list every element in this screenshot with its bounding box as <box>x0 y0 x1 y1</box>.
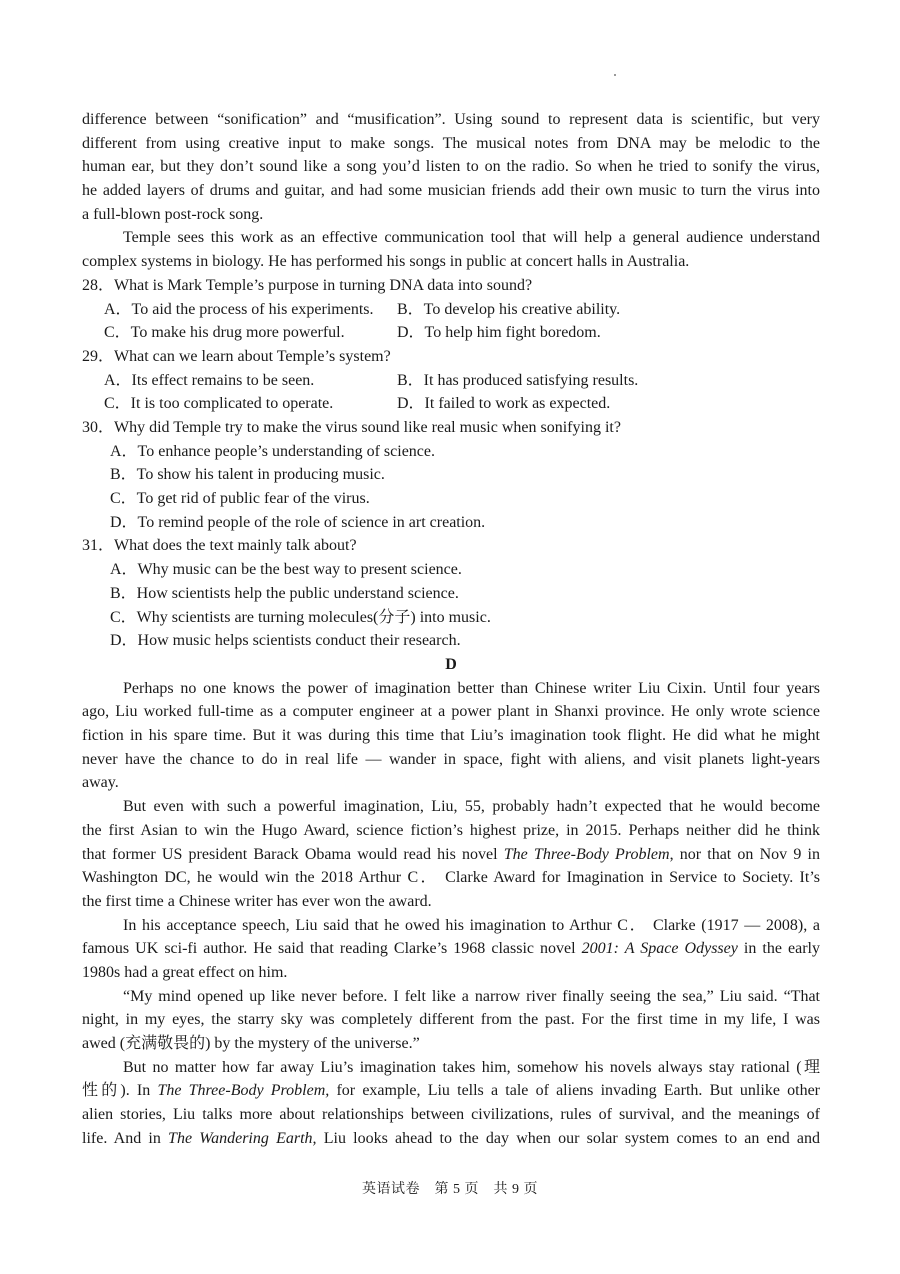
text-line: alien stories, Liu talks more about relationships between civilizations, rules of survival, and the meanings of <box>82 1106 820 1124</box>
option-b: B．To develop his creative ability. <box>397 300 621 318</box>
passage-c-paragraph-1 <box>82 108 820 226</box>
text-line: night, in my eyes, the starry sky was completely different from the past. For the first time in my life, I was <box>82 1011 820 1029</box>
text-line: the first time a Chinese writer has ever won the award. <box>82 892 432 910</box>
text-line: human ear, but they don’t sound like a song you’d listen to on the radio. So when he tried to sonify the virus, <box>82 158 820 176</box>
text-span: for example, Liu tells a tale of aliens invading Earth. But unlike other <box>329 1082 820 1100</box>
text-line: complex systems in biology. He has performed his songs in public at concert halls in Australia. <box>82 253 690 271</box>
option-row <box>82 321 820 345</box>
text-line: But no matter how far away Liu’s imagination takes him, somehow his novels always stay rational (理 <box>123 1058 820 1076</box>
option-a: A．Why music can be the best way to present science. <box>110 561 462 579</box>
text-span: that former US president Barack Obama would read his novel <box>82 845 504 863</box>
option-c: C．It is too complicated to operate. <box>104 395 334 413</box>
option-b: B．It has produced satisfying results. <box>397 371 639 389</box>
option-a: A．To aid the process of his experiments. <box>104 300 374 318</box>
book-title: The Wandering Earth, <box>168 1129 317 1147</box>
passage-d-paragraph-1 <box>82 677 820 795</box>
question-stem: 30．Why did Temple try to make the virus sound like real music when sonifying it? <box>82 418 621 436</box>
passage-d-paragraph-5 <box>82 1056 820 1151</box>
option-a: A．To enhance people’s understanding of science. <box>110 442 435 460</box>
question-30 <box>82 416 820 535</box>
text-span: Liu looks ahead to the day when our solar system comes to an end and <box>316 1129 820 1147</box>
text-line: fiction in his spare time. But it was during this time that Liu’s imagination took flight. He did what he might <box>82 727 820 745</box>
text-span: 性的). In <box>82 1082 158 1100</box>
passage-d-paragraph-2 <box>82 795 820 913</box>
question-28 <box>82 274 820 345</box>
question-31 <box>82 534 820 653</box>
option-b: B．To show his talent in producing music. <box>110 466 385 484</box>
passage-c-paragraph-2 <box>82 226 820 273</box>
text-line: different from using creative input to make songs. The musical notes from DNA may be melodic to the <box>82 134 820 152</box>
question-stem: 29．What can we learn about Temple’s system? <box>82 347 391 365</box>
book-title: 2001: A Space Odyssey <box>581 940 738 958</box>
passage-d-paragraph-4 <box>82 985 820 1056</box>
book-title: The Three-Body Problem, <box>157 1082 330 1100</box>
text-line: In his acceptance speech, Liu said that he owed his imagination to Arthur C． Clarke (1917 — 2008), a <box>123 916 820 934</box>
option-d: D．How music helps scientists conduct their research. <box>110 632 461 650</box>
question-29 <box>82 345 820 416</box>
option-c: C．To get rid of public fear of the virus. <box>110 490 370 508</box>
text-line: never have the chance to do in real life — wander in space, fight with aliens, and visit planets light-years <box>82 750 820 768</box>
text-line: the first Asian to win the Hugo Award, science fiction’s highest prize, in 2015. Perhaps neither did he think <box>82 821 820 839</box>
exam-page-body <box>82 108 820 1150</box>
question-stem: 28．What is Mark Temple’s purpose in turning DNA data into sound? <box>82 276 533 294</box>
text-span: in the early <box>737 940 820 958</box>
option-row <box>82 298 820 322</box>
scan-speck <box>614 74 616 76</box>
text-line: ago, Liu worked full-time as a computer engineer at a power plant in Shanxi province. He only wrote science <box>82 703 820 721</box>
option-c: C．Why scientists are turning molecules(分子) into music. <box>110 608 491 626</box>
text-line: awed (充满敬畏的) by the mystery of the universe.” <box>82 1035 420 1053</box>
text-line: he added layers of drums and guitar, and had some musician friends add their own music to turn the virus into <box>82 182 820 200</box>
page-footer: 英语试卷 第 5 页 共 9 页 <box>362 1182 538 1197</box>
option-row <box>82 392 820 416</box>
text-line <box>82 1127 820 1151</box>
option-d: D．To remind people of the role of science in art creation. <box>110 513 486 531</box>
text-line: Washington DC, he would win the 2018 Arthur C． Clarke Award for Imagination in Service to Society. It’s <box>82 869 820 887</box>
section-title: D <box>445 656 457 673</box>
question-stem: 31．What does the text mainly talk about? <box>82 537 357 555</box>
option-d: D．It failed to work as expected. <box>397 395 611 413</box>
option-d: D．To help him fight boredom. <box>397 324 601 342</box>
text-line: Perhaps no one knows the power of imagination better than Chinese writer Liu Cixin. Until four years <box>123 679 820 697</box>
text-line: a full-blown post-rock song. <box>82 205 264 223</box>
option-a: A．Its effect remains to be seen. <box>104 371 315 389</box>
text-span: , nor that on Nov 9 in <box>669 845 820 863</box>
text-line: away. <box>82 774 119 792</box>
text-span: life. And in <box>82 1129 169 1147</box>
option-c: C．To make his drug more powerful. <box>104 324 345 342</box>
option-row <box>82 369 820 393</box>
text-line <box>82 937 820 961</box>
text-line: 1980s had a great effect on him. <box>82 963 288 981</box>
text-line <box>82 1079 820 1103</box>
text-span: famous UK sci-fi author. He said that reading Clarke’s 1968 classic novel <box>82 940 582 958</box>
option-b: B．How scientists help the public understand science. <box>110 584 459 602</box>
text-line <box>82 843 820 867</box>
text-line: Temple sees this work as an effective communication tool that will help a general audience understand <box>123 229 820 247</box>
text-line: difference between “sonification” and “musification”. Using sound to represent data is scientific, but very <box>82 111 820 128</box>
passage-d-paragraph-3 <box>82 914 820 985</box>
text-line: “My mind opened up like never before. I felt like a narrow river finally seeing the sea,” Liu said. “That <box>123 987 820 1005</box>
text-line: But even with such a powerful imagination, Liu, 55, probably hadn’t expected that he would become <box>123 798 820 816</box>
book-title: The Three-Body Problem <box>503 845 670 863</box>
